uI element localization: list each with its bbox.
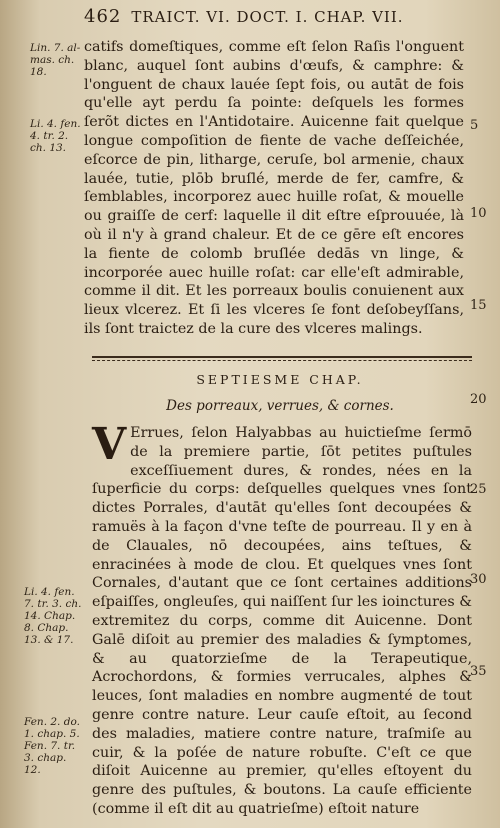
- chapter-subtitle: Des porreaux, verrues, & cornes.: [166, 398, 394, 414]
- running-header: [84, 6, 480, 27]
- margin-note-4: Fen. 2. do. 1. chap. 5. Fen. 7. tr. 3. chap. 12.: [24, 716, 80, 776]
- chapter-heading: SEPTIESME CHAP.: [196, 372, 364, 387]
- line-number-15: 15: [470, 298, 487, 313]
- body-text-previous-chapter: [84, 38, 464, 339]
- header-title: TRAICT. VI. DOCT. I. CHAP. VII.: [131, 8, 404, 26]
- drop-cap: V: [92, 419, 127, 470]
- line-number-25: 25: [470, 482, 487, 497]
- line-number-30: 30: [470, 572, 487, 587]
- paragraph: Errues, ſelon Halyabbas au huictieſme ſermō de la premiere partie, ſōt petites puſtules exceſſiuement dures, & rondes, nées en la ſuperficie du corps: deſquelles quelques vnes ſont dictes Porrales, d'autāt qu'elles ſont decoupées & ramuës à la façon d'vne teſte de pourreau. Il y en à de Clauales, nō decoupées, ains teſtues, & enracinées à mode de clou. Et quelques vnes ſont Cornales, d'autant que ce ſont certaines additions eſpaiſſes, ongleuſes, qui naiſſent ſur les ioinctures & extremitez du corps, comme dit Auicenne. Dont Galē diſoit au premier des maladies & ſymptomes, & au quatorzieſme de la Terapeutique, Acrochordons, & formies verrucales, alphes & leuces, ſont maladies en nombre augmenté de tout genre contre nature. Leur cauſe eſtoit, au ſecond des maladies, matiere contre nature, traſmiſe au cuir, & la poſée de nature robuſte. C'eſt ce que diſoit Auicenne au premier, qu'elles eſtoyent du genre des puſtules, & boutons. La cauſe efficiente (comme il eſt dit au quatrieſme) eſtoit nature: [92, 425, 472, 817]
- paragraph: catifs domeſtiques, comme eſt ſelon Raſis l'onguent blanc, auquel ſont aubins d'œufs, & camphre: & l'onguent de chaux lauée ſept fois, ou autāt de fois qu'elle ayt perdu ſa pointe: deſquels les formes ſerõt dictes en l'Antidotaire. Auicenne fait quelque longue compoſition de fiente de vache deſſeichée, eſcorce de pin, litharge, ceruſe, bol armenie, chaux lauée, tutie, plōb bruſlé, merde de fer, camfre, & ſemblables, incorporez auec huille roſat, & mouelle ou graiſſe de cerf: laquelle il dit eſtre eſprouuée, là où il n'y à grand chaleur. Et de ce gēre eſt encores la fiente de colomb bruſlée dedās vn linge, & incorporée auec huille roſat: car elle'eſt admirable, comme il dit. Et les porreaux boulis conuienent aux lieux vlcerez. Et ſi les vlceres ſe font deſobeyſſans, ils ſont traictez de la cure des vlceres malings.: [84, 39, 464, 337]
- page-number: 462: [84, 6, 122, 27]
- line-number-35: 35: [470, 664, 487, 679]
- line-number-10: 10: [470, 206, 487, 221]
- line-number-5: 5: [470, 118, 479, 133]
- body-text-chapter: [92, 419, 472, 819]
- margin-note-3: Li. 4. fen. 7. tr. 3. ch. 14. Chap. 8. Chap. 13. & 17.: [24, 586, 82, 646]
- line-number-20: 20: [470, 392, 487, 407]
- margin-note-2: Li. 4. fen. 4. tr. 2. ch. 13.: [30, 118, 81, 154]
- ornamental-rule: [92, 356, 472, 361]
- margin-note-1: Lin. 7. al- mas. ch. 18.: [30, 42, 81, 78]
